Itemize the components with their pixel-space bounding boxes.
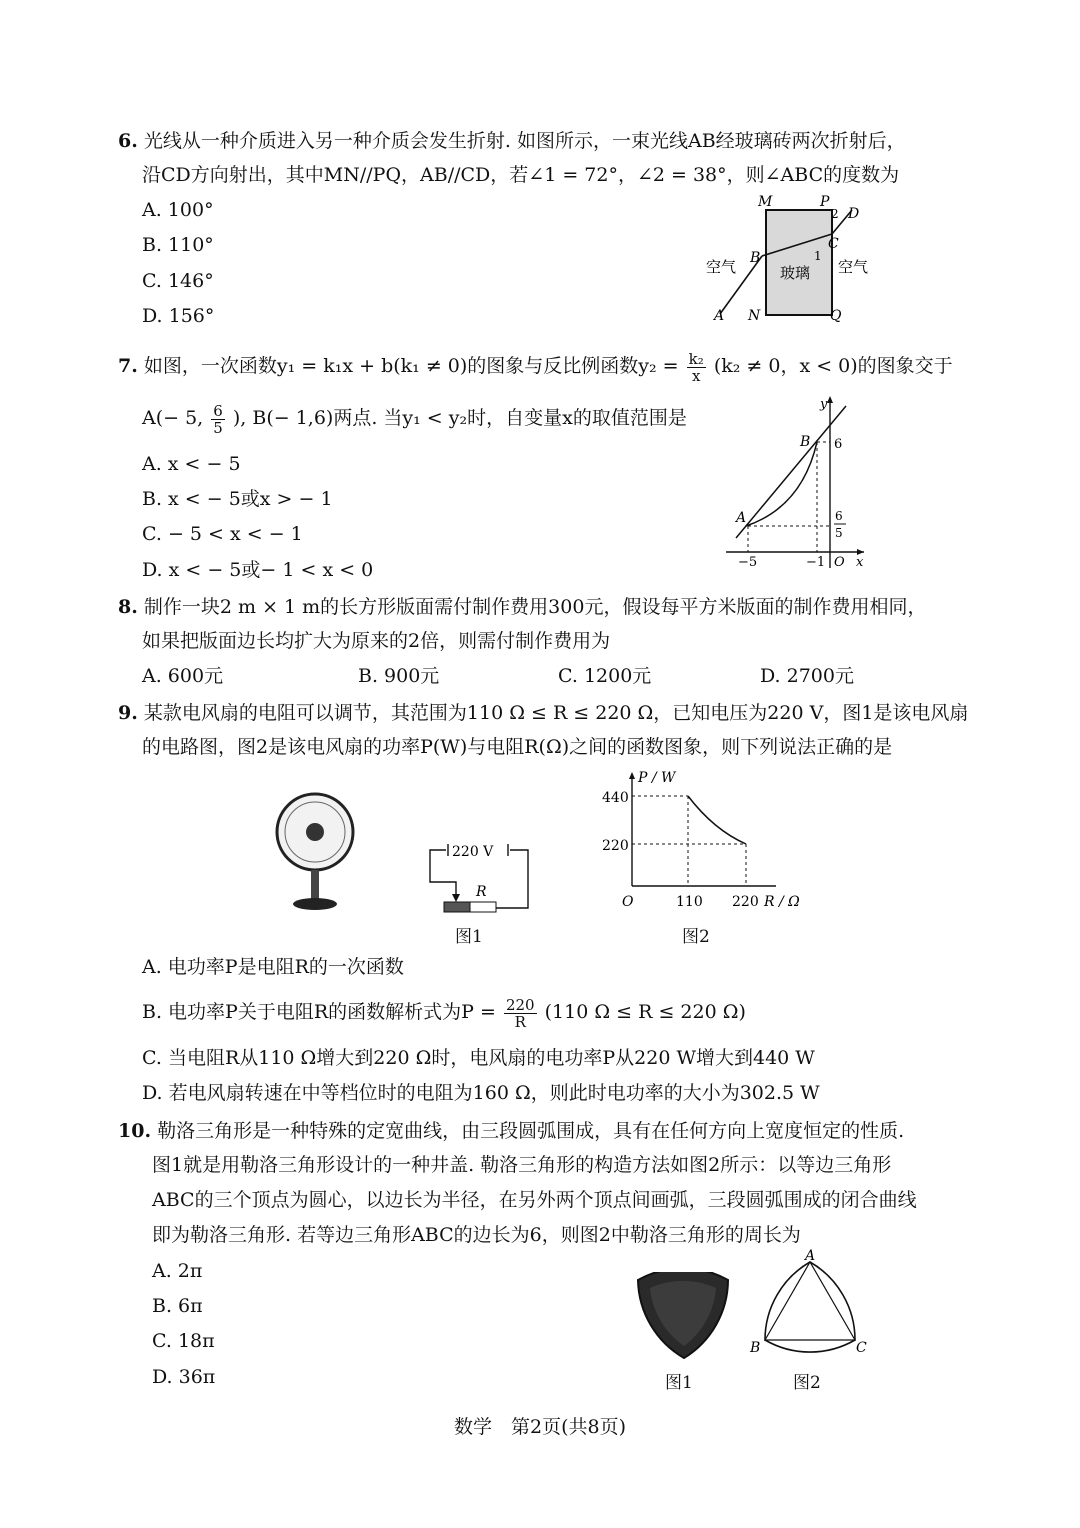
reuleaux-triangle xyxy=(765,1262,855,1352)
q7-option-b: B. x < − 5或x > − 1 xyxy=(142,488,333,510)
q9-power-graph xyxy=(596,768,816,918)
label-a: A xyxy=(736,510,747,526)
q10-line1 xyxy=(118,1118,904,1144)
frac-num: 220 xyxy=(505,995,535,1014)
q8-text1: 制作一块2 m × 1 m的长方形版面需付制作费用300元，假设每平方米版面的制作费用相同， xyxy=(143,596,927,618)
q10-line2: 图1就是用勒洛三角形设计的一种井盖. 勒洛三角形的构造方法如图2所示：以等边三角形 xyxy=(152,1154,892,1176)
frac-num: k₂ xyxy=(688,349,704,368)
q6-option-a: A. 100° xyxy=(142,199,214,221)
label-six-fifths-den: 5 xyxy=(835,526,843,540)
q7-option-d: D. x < − 5或− 1 < x < 0 xyxy=(142,559,374,581)
q9-option-d: D. 若电风扇转速在中等档位时的电阻为160 Ω，则此时电功率的大小为302.5 W xyxy=(142,1082,820,1104)
q8-option-c: C. 1200元 xyxy=(558,665,652,687)
q9-text1: 某款电风扇的电阻可以调节，其范围为110 Ω ≤ R ≤ 220 Ω，已知电压为220 V，图1是该电风扇 xyxy=(143,702,969,724)
q7-number: 7. xyxy=(118,355,138,377)
label-voltage: 220 V xyxy=(452,844,494,860)
q9-option-b xyxy=(142,992,746,1032)
q6-refraction-figure xyxy=(700,192,900,327)
q7-option-c: C. − 5 < x < − 1 xyxy=(142,523,303,545)
resistor-light xyxy=(470,902,496,912)
q10-option-b: B. 6π xyxy=(152,1295,203,1317)
label-n: N xyxy=(748,308,761,324)
label-air-right: 空气 xyxy=(838,258,869,276)
label-b: B xyxy=(750,1340,761,1356)
label-x-axis: R / Ω xyxy=(764,894,800,910)
q7-fraction-k2-x xyxy=(687,351,706,384)
fan-hub xyxy=(306,823,324,841)
label-angle1: 1 xyxy=(814,249,822,263)
label-d: D xyxy=(848,206,860,222)
electric-fan-illustration xyxy=(270,790,360,920)
circuit-wire-right xyxy=(496,850,528,908)
label-p: P xyxy=(820,194,830,210)
equilateral-triangle xyxy=(765,1262,855,1340)
q7-function-graph xyxy=(722,392,872,572)
label-air-left: 空气 xyxy=(706,258,737,276)
y-axis-arrow xyxy=(827,396,833,403)
q10-number: 10. xyxy=(118,1120,152,1142)
label-a: A xyxy=(714,308,725,324)
label-neg1: −1 xyxy=(806,555,826,570)
frac-den: x xyxy=(691,366,701,385)
q10-reuleaux-diagram xyxy=(746,1246,876,1364)
label-x: x xyxy=(856,555,864,570)
label-y: y xyxy=(820,397,828,412)
resistor-dark xyxy=(444,902,470,912)
q9-option-a: A. 电功率P是电阻R的一次函数 xyxy=(142,956,404,978)
label-b: B xyxy=(800,434,811,450)
glass-block xyxy=(766,210,832,315)
frac-num: 6 xyxy=(213,401,223,420)
q7-text2a: A(− 5, xyxy=(142,407,204,429)
q6-line1 xyxy=(118,128,906,154)
tick-220: 220 xyxy=(602,838,629,854)
label-angle2: 2 xyxy=(831,207,839,221)
q10-fig2-caption: 图2 xyxy=(793,1373,821,1393)
q6-option-b: B. 110° xyxy=(142,234,214,256)
q10-option-c: C. 18π xyxy=(152,1330,215,1352)
q8-option-b: B. 900元 xyxy=(358,665,440,687)
q9-fig2-caption: 图2 xyxy=(682,927,710,947)
fan-pole xyxy=(311,870,319,900)
page-footer: 数学 第2页(共8页) xyxy=(453,1416,626,1438)
q6-number: 6. xyxy=(118,130,138,152)
q9-option-b-text1: B. 电功率P关于电阻R的函数解析式为P = xyxy=(142,1001,496,1023)
q6-option-d: D. 156° xyxy=(142,305,215,327)
q9-fig1-caption: 图1 xyxy=(455,927,483,947)
q9-number: 9. xyxy=(118,702,138,724)
label-y-axis: P / W xyxy=(638,770,676,786)
q7-fraction-6-5 xyxy=(211,403,225,436)
label-glass: 玻璃 xyxy=(780,264,811,282)
y-axis-arrow xyxy=(629,772,635,779)
slider-arrow xyxy=(452,894,460,902)
frac-den: 5 xyxy=(213,418,223,437)
label-origin: O xyxy=(622,894,634,910)
label-six: 6 xyxy=(834,437,843,452)
q7-line2 xyxy=(142,402,687,436)
q9-option-b-text2: (110 Ω ≤ R ≤ 220 Ω) xyxy=(544,1001,746,1023)
q10-fig1-caption: 图1 xyxy=(665,1373,693,1393)
q9-circuit-diagram xyxy=(420,836,540,916)
fan-base xyxy=(293,898,337,910)
tick-110: 110 xyxy=(676,894,703,910)
q8-line2: 如果把版面边长均扩大为原来的2倍，则需付制作费用为 xyxy=(142,630,611,652)
q10-option-d: D. 36π xyxy=(152,1366,216,1388)
q9-line2: 的电路图，图2是该电风扇的功率P(W)与电阻R(Ω)之间的函数图象，则下列说法正确的是 xyxy=(142,736,893,758)
q7-text2b: ), B(− 1,6)两点. 当y₁ < y₂时，自变量x的取值范围是 xyxy=(232,407,687,429)
q9-option-c: C. 当电阻R从110 Ω增大到220 Ω时，电风扇的电功率P从220 W增大到440 W xyxy=(142,1047,815,1069)
label-b: B xyxy=(750,250,761,266)
reuleaux-manhole-cover-photo xyxy=(632,1272,732,1362)
q7-option-a: A. x < − 5 xyxy=(142,453,241,475)
label-neg5: −5 xyxy=(738,555,758,570)
q6-option-c: C. 146° xyxy=(142,270,214,292)
q10-text1: 勒洛三角形是一种特殊的定宽曲线，由三段圆弧围成，具有在任何方向上宽度恒定的性质. xyxy=(157,1120,905,1142)
q7-text1a: 如图，一次函数y₁ = k₁x + b(k₁ ≠ 0)的图象与反比例函数y₂ = xyxy=(143,355,679,377)
q10-option-a: A. 2π xyxy=(152,1260,203,1282)
label-six-fifths-num: 6 xyxy=(835,509,843,523)
q10-line4: 即为勒洛三角形. 若等边三角形ABC的边长为6，则图2中勒洛三角形的周长为 xyxy=(152,1224,801,1246)
q6-text1: 光线从一种介质进入另一种介质会发生折射. 如图所示，一束光线AB经玻璃砖两次折射后， xyxy=(143,130,906,152)
q8-line1 xyxy=(118,594,926,620)
q6-line2: 沿CD方向射出，其中MN//PQ，AB//CD，若∠1 = 72°，∠2 = 38°，则∠ABC的度数为 xyxy=(142,164,900,186)
q8-option-a: A. 600元 xyxy=(142,665,224,687)
q8-option-d: D. 2700元 xyxy=(760,665,854,687)
q7-text1b: (k₂ ≠ 0，x < 0)的图象交于 xyxy=(713,355,953,377)
power-curve xyxy=(688,796,746,844)
q10-line3: ABC的三个顶点为圆心，以边长为半径，在另外两个顶点间画弧，三段圆弧围成的闭合曲线 xyxy=(152,1189,917,1211)
tick-220-x: 220 xyxy=(732,894,759,910)
label-q: Q xyxy=(830,308,842,324)
label-origin: O xyxy=(834,555,845,570)
label-c: C xyxy=(856,1340,867,1356)
label-a: A xyxy=(805,1248,816,1264)
q7-line1 xyxy=(118,350,953,384)
q9-line1 xyxy=(118,700,968,726)
label-m: M xyxy=(758,194,773,210)
q9-fraction-220-r xyxy=(504,997,537,1030)
q8-number: 8. xyxy=(118,596,138,618)
frac-den: R xyxy=(514,1012,526,1031)
label-c: C xyxy=(828,236,839,252)
label-resistor: R xyxy=(476,884,487,900)
tick-440: 440 xyxy=(602,790,629,806)
